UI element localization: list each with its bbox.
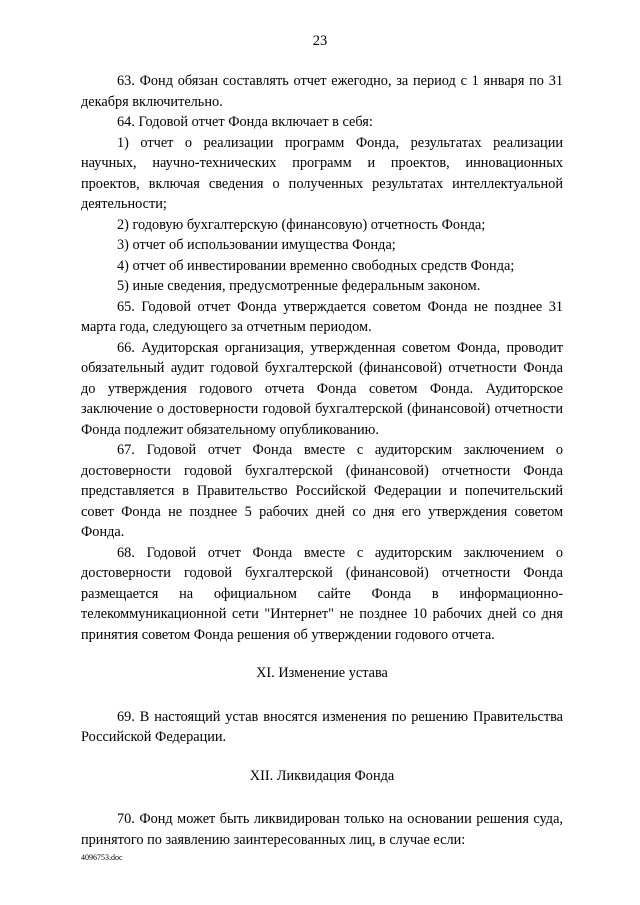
paragraph-64: 64. Годовой отчет Фонда включает в себя: <box>117 114 373 130</box>
list-item-64-4: 4) отчет об инвестировании временно свободных средств Фонда; <box>117 257 515 274</box>
paragraph-69: 69. В настоящий устав вносятся изменения по решению Правительства Российской Федерации. <box>81 708 563 745</box>
section-heading-12: XII. Ликвидация Фонда <box>249 767 395 784</box>
section-heading-11: XI. Изменение устава <box>256 665 388 681</box>
paragraph-68: 68. Годовой отчет Фонда вместе с аудиторским заключением о достоверности годовой бухгалтерской (финансовой) отчетности Фонда размещается на официальном сайте Фонда в информационно-телекоммуникационной сети "Интернет" не позднее 10 рабочих дней со дня принятия советом Фонда решения об утверждении годового отчета. <box>81 544 563 643</box>
paragraph-65: 65. Годовой отчет Фонда утверждается советом Фонда не позднее 31 марта года, следующего за отчетным периодом. <box>81 298 563 335</box>
paragraph-66: 66. Аудиторская организация, утвержденная советом Фонда, проводит обязательный аудит годовой бухгалтерской (финансовой) отчетности Фонда до утверждения годового отчета Фонда советом Фонда. Аудиторское заключение о достоверности годовой бухгалтерской (финансовой) отчетности Фонда подлежит обязательному опубликованию. <box>81 339 563 438</box>
list-item-64-2: 2) годовую бухгалтерскую (финансовую) отчетность Фонда; <box>117 216 486 233</box>
page-number: 23 <box>312 33 328 49</box>
list-item-64-5: 5) иные сведения, предусмотренные федеральным законом. <box>117 278 481 294</box>
document-body <box>81 71 563 850</box>
paragraph-63: 63. Фонд обязан составлять отчет ежегодно, за период с 1 января по 31 декабря включительно. <box>81 73 563 110</box>
list-item-64-1: 1) отчет о реализации программ Фонда, результатах реализации научных, научно-технических программ и проектов, инновационных проектов, включая сведения о полученных результатах интеллектуальной деятельности; <box>81 134 563 212</box>
list-item-64-3: 3) отчет об использовании имущества Фонда; <box>117 237 396 253</box>
paragraph-67: 67. Годовой отчет Фонда вместе с аудиторским заключением о достоверности годовой бухгалтерской (финансовой) отчетности Фонда представляется в Правительство Российской Федерации и попечительский совет Фонда не позднее 5 рабочих дней со дня его утверждения советом Фонда. <box>81 442 563 540</box>
paragraph-70: 70. Фонд может быть ликвидирован только на основании решения суда, принятого по заявлению заинтересованных лиц, в случае если: <box>81 811 563 848</box>
footer-filename: 4096753.doc <box>81 853 123 862</box>
